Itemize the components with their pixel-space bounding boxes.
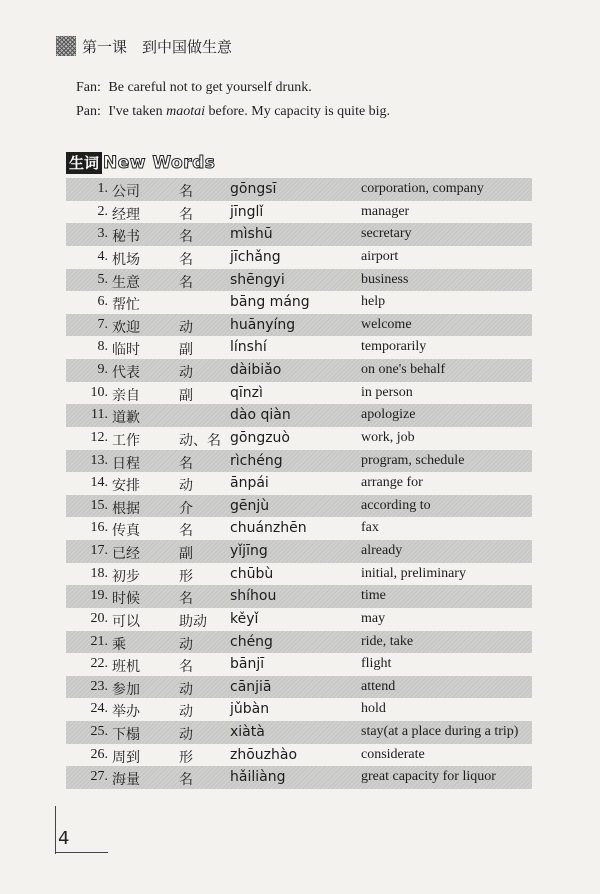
vocab-english: business (361, 271, 409, 287)
vocab-hanzi: 帮忙 (112, 297, 140, 314)
vocab-pinyin: mìshū (230, 226, 273, 243)
vocab-hanzi: 根据 (112, 500, 140, 517)
vocab-row (66, 676, 532, 699)
vocab-hanzi: 秘书 (112, 229, 140, 246)
vocab-hanzi: 已经 (112, 546, 140, 562)
dialog-text: I've taken (108, 104, 167, 119)
vocab-english: manager (361, 203, 410, 219)
vocab-english: according to (361, 497, 431, 513)
vocab-row (66, 744, 532, 767)
vocab-row (66, 291, 532, 314)
vocab-english: initial, preliminary (361, 565, 466, 581)
vocab-part-of-speech: 名 (179, 274, 193, 291)
vocab-pinyin: jīnglǐ (230, 203, 264, 220)
vocab-pinyin: jǔbàn (230, 701, 270, 718)
vocab-hanzi: 班机 (112, 659, 140, 676)
vocab-number: 25. (90, 724, 108, 739)
vocab-part-of-speech: 介 (179, 500, 193, 517)
vocab-pinyin: rìchéng (230, 452, 283, 469)
vocab-pinyin: kěyǐ (230, 610, 259, 627)
vocab-part-of-speech: 名 (179, 659, 193, 676)
vocab-hanzi: 公司 (112, 184, 140, 200)
vocab-row (66, 404, 532, 427)
vocab-pinyin: dàibiǎo (230, 362, 282, 378)
lesson-title: 第一课 到中国做生意 (82, 37, 233, 56)
vocab-number: 2. (97, 203, 108, 219)
vocab-pinyin: bānjī (230, 656, 265, 673)
vocab-row (66, 246, 532, 269)
vocab-hanzi: 举办 (112, 704, 140, 721)
vocab-pinyin: chūbù (230, 565, 274, 582)
dialog-text-italic: maotai (166, 104, 205, 119)
vocab-row (66, 223, 532, 246)
vocab-english: time (361, 588, 386, 604)
vocab-pinyin: bāng máng (230, 294, 310, 311)
vocab-number: 26. (90, 746, 108, 762)
vocab-english: welcome (361, 316, 412, 332)
vocab-part-of-speech: 名 (179, 251, 193, 268)
vocab-number: 22. (90, 656, 108, 672)
vocab-english: hold (361, 701, 386, 717)
vocab-pinyin: hǎiliàng (230, 769, 286, 786)
vocab-part-of-speech: 副 (179, 546, 193, 562)
vocab-part-of-speech: 名 (179, 591, 193, 608)
vocab-part-of-speech: 名 (179, 229, 193, 246)
vocab-hanzi: 代表 (112, 365, 140, 381)
vocab-part-of-speech: 副 (179, 342, 193, 359)
new-words-heading (66, 152, 215, 174)
vocabulary-table (66, 178, 532, 789)
vocab-number: 15. (90, 497, 108, 513)
vocab-english: corporation, company (361, 181, 484, 196)
vocab-pinyin: xiàtà (230, 724, 265, 740)
vocab-hanzi: 周到 (112, 749, 140, 766)
vocab-pinyin: jīchǎng (230, 248, 281, 265)
vocab-pinyin: huānyíng (230, 316, 296, 333)
page-number-rule-vertical (55, 806, 56, 854)
vocab-hanzi: 亲自 (112, 387, 140, 404)
vocab-hanzi: 经理 (112, 206, 140, 223)
vocab-number: 1. (97, 181, 108, 196)
vocab-english: apologize (361, 407, 416, 423)
vocab-row (66, 585, 532, 608)
vocab-number: 4. (97, 248, 108, 264)
vocab-hanzi: 生意 (112, 274, 140, 291)
vocab-part-of-speech: 助动 (179, 613, 207, 630)
vocab-row (66, 450, 532, 473)
vocab-part-of-speech: 动 (179, 681, 193, 698)
new-words-label-cn: 生词 (66, 152, 102, 174)
vocab-number: 24. (90, 701, 108, 717)
vocab-row (66, 427, 532, 450)
vocab-part-of-speech: 名 (179, 772, 193, 789)
vocab-part-of-speech: 形 (179, 749, 193, 766)
vocab-number: 19. (90, 588, 108, 604)
page-number-rule (56, 852, 108, 853)
vocab-row (66, 269, 532, 292)
vocab-row (66, 472, 532, 495)
vocab-number: 16. (90, 520, 108, 536)
dialog-text: Be careful not to get yourself drunk. (108, 80, 312, 95)
vocab-english: already (361, 543, 403, 558)
vocab-row (66, 608, 532, 631)
vocab-part-of-speech: 动 (179, 319, 193, 336)
vocab-pinyin: shíhou (230, 588, 277, 605)
vocab-hanzi: 机场 (112, 251, 140, 268)
vocab-number: 8. (97, 339, 108, 355)
vocab-pinyin: gōngzuò (230, 429, 290, 446)
vocab-english: ride, take (361, 633, 414, 649)
vocab-pinyin: cānjiā (230, 678, 272, 695)
vocab-number: 27. (90, 769, 108, 785)
vocab-hanzi: 欢迎 (112, 319, 140, 336)
vocab-number: 13. (90, 452, 108, 468)
vocab-row (66, 653, 532, 676)
vocab-row (66, 495, 532, 518)
vocab-english: temporarily (361, 339, 427, 355)
dialog-line-2 (76, 104, 390, 120)
vocab-pinyin: shēngyi (230, 271, 285, 288)
vocab-row (66, 631, 532, 654)
vocab-number: 3. (97, 226, 108, 242)
vocab-row (66, 382, 532, 405)
vocab-english: airport (361, 248, 399, 264)
vocab-number: 14. (90, 475, 108, 491)
vocab-english: work, job (361, 429, 415, 445)
vocab-pinyin: gēnjù (230, 497, 270, 514)
vocab-row (66, 540, 532, 563)
vocab-hanzi: 海量 (112, 772, 140, 789)
vocab-english: secretary (361, 226, 412, 242)
vocab-english: attend (361, 678, 396, 694)
vocab-part-of-speech: 动 (179, 478, 193, 495)
vocab-hanzi: 下榻 (112, 727, 140, 743)
new-words-label-en: New Words (103, 153, 216, 173)
page-number: 4 (58, 828, 70, 849)
vocab-pinyin: dào qiàn (230, 407, 291, 424)
vocab-row (66, 517, 532, 540)
vocab-pinyin: chéng (230, 633, 273, 650)
vocab-row (66, 766, 532, 789)
vocab-pinyin: zhōuzhào (230, 746, 298, 763)
vocab-number: 6. (97, 294, 108, 310)
vocab-pinyin: chuánzhēn (230, 520, 307, 537)
dialog-text: before. My capacity is quite big. (205, 104, 391, 119)
vocab-english: great capacity for liquor (361, 769, 496, 785)
dialog-line-1 (76, 80, 312, 96)
vocab-hanzi: 初步 (112, 568, 140, 585)
vocab-part-of-speech: 名 (179, 455, 193, 472)
vocab-english: fax (361, 520, 379, 536)
vocab-number: 12. (90, 429, 108, 445)
vocab-english: flight (361, 656, 392, 672)
vocab-number: 11. (91, 407, 108, 423)
vocab-hanzi: 临时 (112, 342, 140, 359)
vocab-pinyin: ānpái (230, 475, 269, 492)
vocab-row (66, 359, 532, 382)
vocab-part-of-speech: 名 (179, 184, 193, 200)
vocab-number: 21. (90, 633, 108, 649)
vocab-hanzi: 传真 (112, 523, 140, 540)
vocab-hanzi: 工作 (112, 432, 140, 449)
vocab-number: 17. (90, 543, 108, 558)
vocab-part-of-speech: 动 (179, 365, 193, 381)
vocab-english: stay(at a place during a trip) (361, 724, 519, 739)
vocab-english: arrange for (361, 475, 423, 491)
vocab-row (66, 563, 532, 586)
vocab-part-of-speech: 名 (179, 206, 193, 223)
vocab-hanzi: 日程 (112, 455, 140, 472)
vocab-number: 18. (90, 565, 108, 581)
vocab-part-of-speech: 动 (179, 636, 193, 653)
vocab-part-of-speech: 动 (179, 704, 193, 721)
vocab-hanzi: 安排 (112, 478, 140, 495)
vocab-english: may (361, 610, 386, 626)
vocab-number: 7. (97, 316, 108, 332)
lesson-header (56, 32, 232, 60)
vocab-part-of-speech: 副 (179, 387, 193, 404)
vocab-row (66, 721, 532, 744)
vocab-hanzi: 乘 (112, 636, 126, 653)
vocab-row (66, 201, 532, 224)
vocab-part-of-speech: 名 (179, 523, 193, 540)
vocab-row (66, 698, 532, 721)
vocab-hanzi: 参加 (112, 681, 140, 698)
vocab-row (66, 336, 532, 359)
vocab-hanzi: 时候 (112, 591, 140, 608)
dialog-speaker: Fan: (76, 80, 101, 95)
vocab-number: 23. (90, 678, 108, 694)
vocab-pinyin: yǐjīng (230, 543, 268, 559)
vocab-hanzi: 可以 (112, 613, 140, 630)
dialog-speaker: Pan: (76, 104, 101, 119)
vocab-hanzi: 道歉 (112, 410, 140, 427)
vocab-number: 5. (97, 271, 108, 287)
vocab-pinyin: qīnzì (230, 384, 263, 401)
vocab-number: 9. (97, 362, 108, 377)
vocab-number: 20. (90, 610, 108, 626)
vocab-row (66, 314, 532, 337)
vocab-part-of-speech: 动、名 (179, 432, 221, 449)
vocab-part-of-speech: 形 (179, 568, 193, 585)
vocab-english: help (361, 294, 386, 310)
vocab-number: 10. (90, 384, 108, 400)
vocab-english: in person (361, 384, 413, 400)
vocab-english: considerate (361, 746, 425, 762)
vocab-english: program, schedule (361, 452, 465, 468)
vocab-pinyin: línshí (230, 339, 267, 356)
vocab-row (66, 178, 532, 201)
header-marker-icon (56, 36, 76, 56)
vocab-english: on one's behalf (361, 362, 446, 377)
vocab-pinyin: gōngsī (230, 181, 277, 197)
vocab-part-of-speech: 动 (179, 727, 193, 743)
